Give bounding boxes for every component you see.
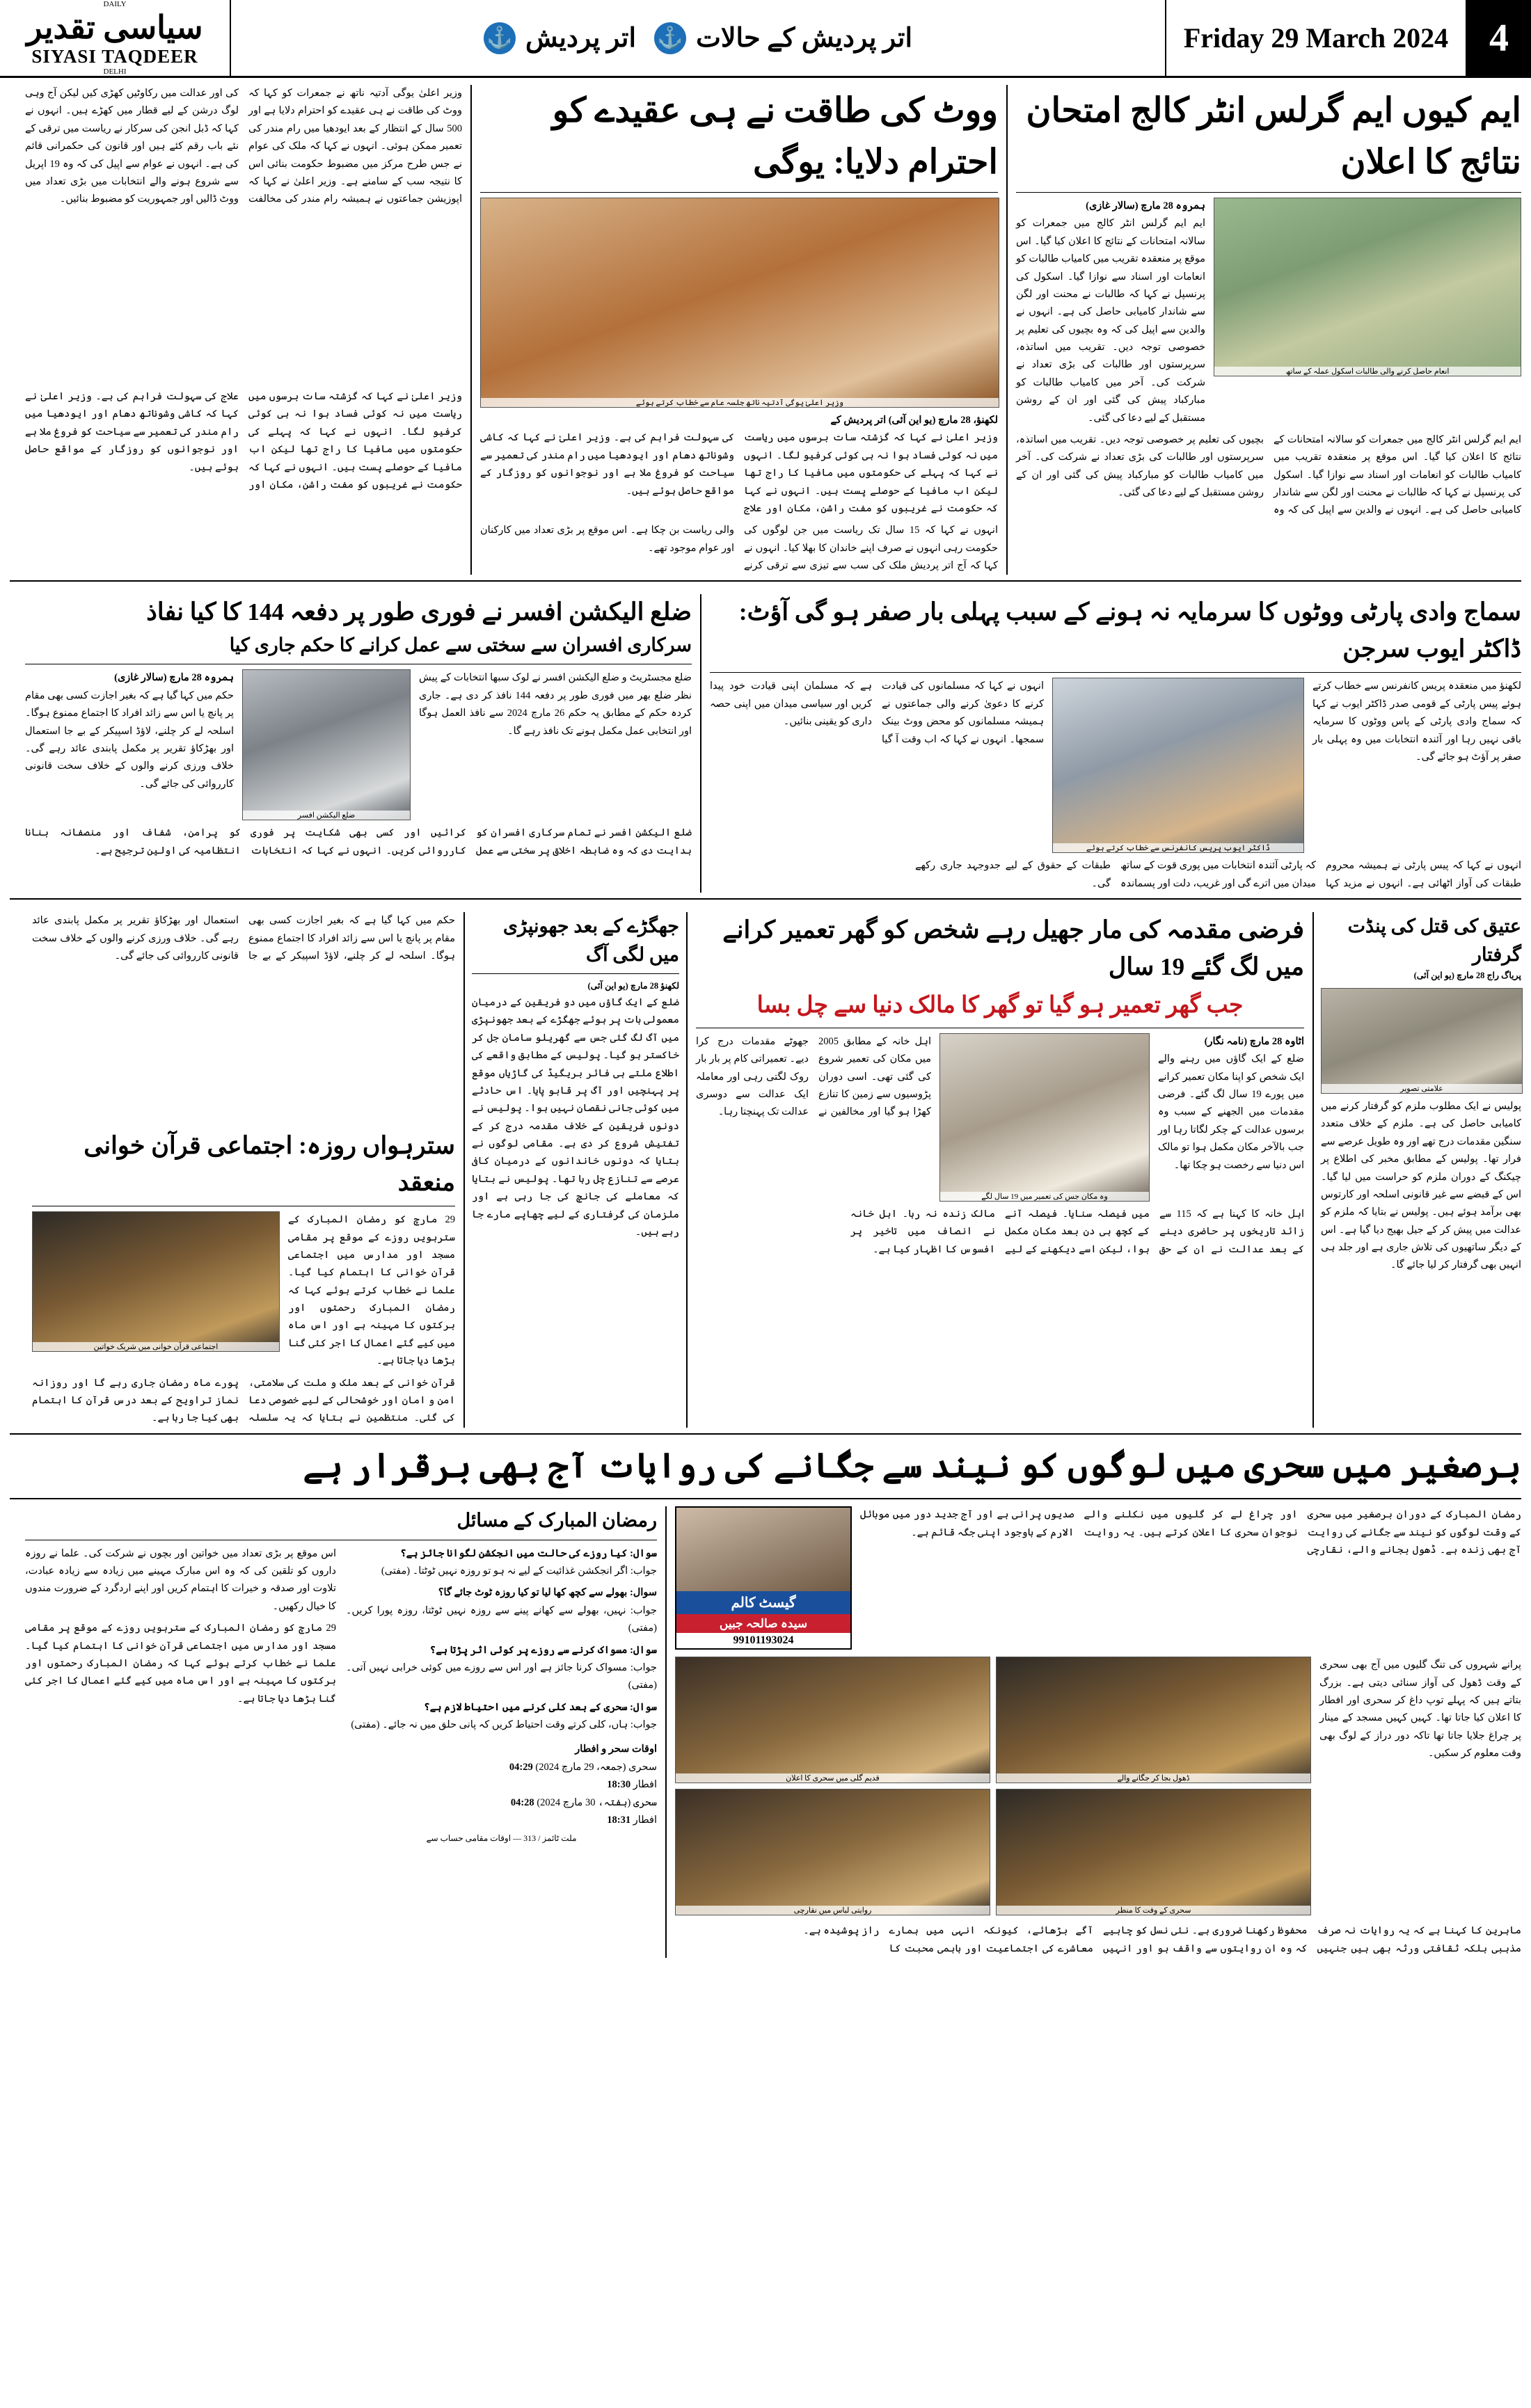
timing-label: افطار [633, 1779, 657, 1791]
guest-column-box [675, 1506, 852, 1650]
arrest-photo [1321, 988, 1523, 1094]
lead-headline: ووٹ کی طاقت نے ہی عقیدے کو احترام دلایا: یوگی [552, 91, 998, 181]
guest-column-phone: 99101193024 [733, 1634, 794, 1647]
arrest-photo-caption: علامتی تصویر [1322, 1084, 1522, 1093]
section144-subheadline: سرکاری افسران سے سختی سے عمل کرانے کا حکم جاری کیا [229, 634, 692, 655]
mqm-text-continued: ایم ایم گرلس انٹر کالج میں جمعرات کو سالانہ امتحانات کے نتائج کا اعلان کیا گیا۔ اس موقع پر منعقدہ تقریب میں کامیاب طالبات کو انعامات اور اسناد سے نوازا گیا۔ اسکول کی پرنسپل نے کہا کہ طالبات نے محنت اور لگن سے شاندار کامیابی حاصل کی ہے۔ انہوں نے والدین سے اپیل کی کہ وہ بچیوں کی تعلیم پر خصوصی توجہ دیں۔ تقریب میں اساتذہ، سرپرستوں اور طالبات کی بڑی تعداد نے شرکت کی۔ آخر میں کامیاب طالبات کو مبارکباد پیش کی گئی اور ان کے روشن مستقبل کے لیے دعا کی گئی۔ [1016, 433, 1521, 516]
column-sehri [665, 1506, 1521, 1958]
masthead-segment-right [484, 22, 636, 54]
fire-headline: جھگڑے کے بعد جھونپڑی میں لگی آگ [502, 916, 679, 965]
section144-text-mid: حکم میں کہا گیا ہے کہ بغیر اجازت کسی بھی مقام پر پانچ یا اس سے زائد افراد کا اجتماع ممنوع ہوگا۔ اسلحہ لے کر چلنے، لاؤڈ اسپیکر کے بے جا استعمال اور بھڑکاؤ تقریر پر مکمل پابندی عائد رہے گی۔ خلاف ورزی کرنے والوں کے خلاف سخت قانونی کارروائی کی جائے گی۔ [25, 689, 234, 790]
timing-row [346, 1776, 657, 1794]
section144-text-left: ضلع الیکشن افسر نے تمام سرکاری افسران کو ہدایت دی کہ وہ ضابطہ اخلاق پر سختی سے عمل کرائیں اور کسی بھی شکایت پر فوری کارروائی کریں۔ انہوں نے کہا کہ انتخابات کو پرامن، شفاف اور منصفانہ بنانا انتظامیہ کی اولین ترجیح ہے۔ [25, 827, 692, 856]
author-photo [676, 1508, 850, 1591]
house-photo-caption: وہ مکان جس کی تعمیر میں 19 سال لگے [940, 1192, 1149, 1201]
column-qa [25, 1506, 665, 1958]
quran-text-right: 29 مارچ کو رمضان المبارک کے سترہویں روزے کے موقع پر مقامی مسجد اور مدارس میں اجتماعی قرآن خوانی کا اہتمام کیا گیا۔ علما نے خطاب کرتے ہوئے کہا کہ رمضان المبارک رحمتوں اور برکتوں کا مہینہ ہے اور اس ماہ میں کیے گئے اعمال کا اجر کئی گنا بڑھا دیا جاتا ہے۔ [288, 1214, 455, 1367]
section144-dateline: ہمروہ 28 مارچ (سالار غازی) [114, 672, 234, 684]
lead-text-right: وزیر اعلیٰ یوگی آدتیہ ناتھ نے جمعرات کو کہا کہ ووٹ کی طاقت نے ہی عقیدے کو احترام دلایا ہے اور 500 سال کے انتظار کے بعد ایودھیا میں رام مندر کی تعمیر ممکن ہوئی۔ انہوں نے کہا کہ ملک کی عوام نے جس طرح مرکز میں مضبوط حکومت بنائی اس کا نتیجہ سب کے سامنے ہے۔ وزیر اعلیٰ نے کہا کہ اپوزیشن جماعتوں نے ہمیشہ رام مندر کی مخالفت کی اور عدالت میں رکاوٹیں کھڑی کیں لیکن آج وہی لوگ درشن کے لیے قطار میں کھڑے ہیں۔ انہوں نے کہا کہ ڈبل انجن کی سرکار نے ریاست میں ترقی کے نئے باب رقم کئے ہیں اور قانون کی حکمرانی قائم کی ہے۔ انہوں نے عوام سے اپیل کی کہ وہ 19 اپریل سے شروع ہونے والے انتخابات میں بڑی تعداد میں ووٹ ڈالیں اور جمہوریت کو مضبوط بنائیں۔ [25, 88, 462, 205]
top-block [0, 78, 1531, 575]
sehri-photo-3-caption: روایتی لباس میں نقارچی [676, 1906, 990, 1915]
globe-icon: ⚓ [484, 22, 516, 54]
qa-question: سوال: سحری کے بعد کلی کرنے میں احتیاط لازم ہے؟ [424, 1701, 657, 1713]
arrest-dateline: پریاگ راج 28 مارچ (یو این آئی) [1413, 971, 1521, 981]
house-text-right: ضلع کے ایک گاؤں میں رہنے والے ایک شخص کو اپنا مکان تعمیر کرانے میں پورے 19 سال لگ گئے۔ فرضی مقدمات میں الجھنے کے سبب وہ برسوں عدالت کے چکر لگاتا رہا اور جب بالآخر مکان مکمل ہوا تو مالک اس دنیا سے رخصت ہو چکا تھا۔ [1158, 1053, 1304, 1171]
mqm-headline: ایم کیوں ایم گرلس انٹر کالج امتحان نتائج کا اعلان [1026, 91, 1521, 181]
ayub-text-right: لکھنؤ میں منعقدہ پریس کانفرنس سے خطاب کرتے ہوئے پیس پارٹی کے قومی صدر ڈاکٹر ایوب نے کہا کہ سماج وادی پارٹی کے پاس ووٹوں کا سرمایہ باقی نہیں رہا اور آئندہ انتخابات میں وہ پہلی بار صفر پر آؤٹ ہو جائے گی۔ [1312, 680, 1521, 763]
timing-row [346, 1759, 657, 1776]
sehri-headline: برصغیر میں سحری میں لوگوں کو نیند سے جگانے کی روایات آج بھی برقرار ہے [303, 1446, 1521, 1485]
ayub-photo-caption: ڈاکٹر ایوب پریس کانفرنس سے خطاب کرتے ہوئے [1053, 843, 1303, 852]
second-block [0, 587, 1531, 893]
mqm-text: ایم ایم گرلس انٹر کالج میں جمعرات کو سالانہ امتحانات کے نتائج کا اعلان کیا گیا۔ اس موقع پر منعقدہ تقریب میں کامیاب طالبات کو انعامات اور اسناد سے نوازا گیا۔ اسکول کی پرنسپل نے کہا کہ طالبات نے محنت اور لگن سے شاندار کامیابی حاصل کی ہے۔ انہوں نے والدین سے اپیل کی کہ وہ بچیوں کی تعلیم پر خصوصی توجہ دیں۔ تقریب میں اساتذہ، سرپرستوں اور طالبات کی بڑی تعداد نے شرکت کی۔ آخر میں کامیاب طالبات کو مبارکباد پیش کی گئی اور ان کے روشن مستقبل کے لیے دعا کی گئی۔ [1016, 218, 1205, 424]
lead-text-right-2: وزیر اعلیٰ نے کہا کہ گزشتہ سات برسوں میں ریاست میں نہ کوئی فساد ہوا نہ ہی کوئی کرفیو لگا۔ انہوں نے کہا کہ پہلے کی حکومتوں میں مافیا کا راج تھا لیکن اب مافیا کے حوصلے پست ہیں۔ انہوں نے کہا کہ حکومت نے غریبوں کو مفت راشن، مکان اور علاج کی سہولت فراہم کی ہے۔ وزیر اعلیٰ نے کہا کہ کاشی وشوناتھ دھام اور ایودھیا میں رام مندر کی تعمیر سے سیاحت کو فروغ ملا ہے اور نوجوانوں کو روزگار کے مواقع حاصل ہوئے ہیں۔ [25, 391, 462, 491]
qa-item [346, 1699, 657, 1735]
quran-text-left-2: 29 مارچ کو رمضان المبارک کے سترہویں روزے کے موقع پر مقامی مسجد اور مدارس میں اجتماعی قرآن خوانی کا اہتمام کیا گیا۔ علما نے خطاب کرتے ہوئے کہا کہ رمضان المبارک رحمتوں اور برکتوں کا مہینہ ہے اور اس ماہ میں کیے گئے اعمال کا اجر کئی گنا بڑھا دیا جاتا ہے۔ [25, 1622, 336, 1705]
qa-item [346, 1584, 657, 1637]
mqm-photo [1214, 198, 1521, 376]
column-quran [32, 912, 463, 1428]
quran-text-mid: قرآن خوانی کے بعد ملک و ملت کی سلامتی، امن و امان اور خوشحالی کے لیے خصوصی دعا کی گئی۔ منتظمین نے بتایا کہ یہ سلسلہ پورے ماہ رمضان جاری رہے گا اور روزانہ نماز تراویح کے بعد درس قرآن کا اہتمام بھی کیا جا رہا ہے۔ [32, 1377, 455, 1424]
quran-photo-caption: اجتماعی قرآن خوانی میں شریک خواتین [33, 1342, 279, 1351]
masthead-center-left-text: اتر پردیش کے حالات [696, 24, 913, 53]
column-mqm [1006, 85, 1521, 575]
masthead-tagline: DAILY [103, 0, 127, 8]
column-lead-continued [25, 85, 470, 575]
qa-note: ملت ٹائمز / 313 — اوقات مقامی حساب سے [426, 1833, 577, 1844]
house-subheadline: جب گھر تعمیر ہو گیا تو گھر کا مالک دنیا سے چل بسا [756, 993, 1244, 1019]
timing-label: سحری (جمعہ، 29 مارچ 2024) [535, 1761, 657, 1773]
quran-text-left: اس موقع پر بڑی تعداد میں خواتین اور بچوں نے شرکت کی۔ علما نے روزہ داروں کو تلقین کی کہ وہ اس مبارک مہینے میں زیادہ سے زیادہ عبادت، تلاوت اور صدقہ و خیرات کا اہتمام کریں اور اپنے اردگرد کے ضرورت مندوں کا خیال رکھیں۔ [25, 1547, 336, 1612]
qa-answer: جواب: نہیں، بھولے سے کھانے پینے سے روزہ نہیں ٹوٹتا، روزہ پورا کریں۔ (مفتی) [346, 1604, 657, 1634]
sehri-photo-1-caption: قدیم گلی میں سحری کا اعلان [676, 1773, 990, 1783]
timing-value: 18:30 [607, 1779, 631, 1791]
masthead-urdu-name: سیاسی تقدیر [26, 10, 203, 45]
qa-answer: جواب: مسواک کرنا جائز ہے اور اس سے روزے میں کوئی خرابی نہیں آتی۔ (مفتی) [346, 1661, 657, 1691]
qa-question: سوال: بھولے سے کچھ کھا لیا تو کیا روزہ ٹوٹ جائے گا؟ [438, 1587, 657, 1599]
ayub-text-mid: انہوں نے کہا کہ مسلمانوں کی قیادت کرنے کا دعویٰ کرنے والی جماعتوں نے ہمیشہ مسلمانوں کو محض ووٹ بینک سمجھا۔ انہوں نے کہا کہ اب وقت آ گیا ہے کہ مسلمان اپنی قیادت خود پیدا کریں اور سیاسی میدان میں اپنی حصہ داری کو یقینی بنائیں۔ [710, 680, 1044, 745]
lead-dateline: لکھنؤ، 28 مارچ (یو این آئی) اتر پردیش کے [830, 415, 998, 426]
mqm-dateline: ہمروہ 28 مارچ (سالار غازی) [1086, 200, 1205, 212]
house-text-left: اہل خانہ کا کہنا ہے کہ 115 سے زائد تاریخوں پر حاضری دینے کے بعد عدالت نے ان کے حق میں فیصلہ سنایا۔ فیصلہ آنے کے کچھ ہی دن بعد مکان مکمل ہوا، لیکن اسے دیکھنے کے لیے مالک زندہ نہ رہا۔ اہل خانہ نے انصاف میں تاخیر پر افسوس کا اظہار کیا ہے۔ [850, 1208, 1305, 1255]
ayub-photo [1052, 678, 1304, 853]
qa-item [346, 1642, 657, 1695]
third-block [0, 905, 1531, 1428]
sehri-photo-2-caption: ڈھول بجا کر جگانے والے [997, 1773, 1310, 1783]
sehri-photo-4 [996, 1789, 1311, 1915]
guest-column-label: گیسٹ کالم [676, 1591, 850, 1614]
column-house [686, 912, 1312, 1428]
house-text-mid: اہل خانہ کے مطابق 2005 میں مکان کی تعمیر شروع کی گئی تھی۔ اسی دوران پڑوسیوں سے زمین کا تنازع کھڑا ہو گیا اور مخالفین نے جھوٹے مقدمات درج کرا دیے۔ تعمیراتی کام پر بار بار روک لگتی رہی اور معاملہ ایک عدالت سے دوسری عدالت تک پہنچتا رہا۔ [696, 1035, 931, 1118]
timing-row [346, 1812, 657, 1829]
sehri-text-mid: پرانے شہروں کی تنگ گلیوں میں آج بھی سحری کے وقت ڈھول کی آواز سنائی دیتی ہے۔ بزرگ بتاتے ہیں کہ پہلے توپ داغ کر سحری اور افطار کا اعلان کیا جاتا تھا۔ کہیں کہیں مسجد کے مینار پر چراغ جلایا جاتا تھا تاکہ دور دراز کے لوگ بھی وقت معلوم کر سکیں۔ [1319, 1659, 1521, 1759]
bottom-block [0, 1440, 1531, 1958]
page-number-badge: 4 [1467, 0, 1531, 76]
timing-label: سحری (ہفتہ، 30 مارچ 2024) [537, 1796, 657, 1808]
globe-icon-2: ⚓ [654, 22, 686, 54]
timing-value: 18:31 [607, 1814, 631, 1826]
section144-overflow: حکم میں کہا گیا ہے کہ بغیر اجازت کسی بھی مقام پر پانچ یا اس سے زائد افراد کا اجتماع ممنوع ہوگا۔ اسلحہ لے کر چلنے، لاؤڈ اسپیکر کے بے جا استعمال اور بھڑکاؤ تقریر پر مکمل پابندی عائد رہے گی۔ خلاف ورزی کرنے والوں کے خلاف سخت قانونی کارروائی کی جائے گی۔ [32, 915, 455, 962]
timing-row [346, 1794, 657, 1812]
quran-headline: سترہواں روزہ: اجتماعی قرآن خوانی منعقد [84, 1132, 455, 1196]
lead-text-left: انہوں نے کہا کہ 15 سال تک ریاست میں جن لوگوں کی حکومت رہی انہوں نے صرف اپنے خاندان کا بھلا کیا۔ انہوں نے کہا کہ آج اتر پردیش ملک کی سب سے تیزی سے ترقی کرنے والی ریاست بن چکا ہے۔ اس موقع پر بڑی تعداد میں کارکنان اور عوام موجود تھے۔ [480, 525, 998, 571]
qa-timings-title: اوقات سحر و افطار [575, 1744, 657, 1755]
ayub-text-left: انہوں نے کہا کہ پیس پارٹی نے ہمیشہ محروم طبقات کی آواز اٹھائی ہے۔ انہوں نے مزید کہا کہ پارٹی آئندہ انتخابات میں پوری قوت کے ساتھ میدان میں اترے گی اور غریب، دلت اور پسماندہ طبقات کے حقوق کے لیے جدوجہد جاری رکھے گی۔ [915, 860, 1521, 889]
sehri-photo-2 [996, 1657, 1311, 1783]
timing-value: 04:28 [510, 1796, 534, 1808]
column-lead [470, 85, 1006, 575]
timing-label: افطار [633, 1814, 657, 1826]
quran-photo [32, 1211, 280, 1352]
section144-photo [242, 669, 411, 820]
arrest-text: پولیس نے ایک مطلوب ملزم کو گرفتار کرنے میں کامیابی حاصل کی ہے۔ ملزم کے خلاف متعدد سنگین مقدمات درج تھے اور وہ طویل عرصے سے فرار تھا۔ پولیس کے مطابق مخبر کی اطلاع پر چیکنگ کے دوران ملزم کو حراست میں لیا گیا۔ اس کے قبضے سے غیر قانونی اسلحہ اور کارتوس بھی برآمد ہوئے ہیں۔ پولیس نے بتایا کہ ملزم کو عدالت میں پیش کر کے جیل بھیج دیا گیا ہے۔ اس کے دیگر ساتھیوں کی تلاش جاری ہے اور جلد ہی انہیں بھی گرفتار کر لیا جائے گا۔ [1321, 1101, 1521, 1271]
column-fire [463, 912, 686, 1428]
lead-photo [480, 198, 999, 408]
section144-text-right: ضلع مجسٹریٹ و ضلع الیکشن افسر نے لوک سبھا انتخابات کے پیش نظر ضلع بھر میں فوری طور پر دفعہ 144 نافذ کر دی ہے۔ جاری کردہ حکم کے مطابق یہ حکم 26 مارچ 2024 سے نافذ العمل ہوگا اور انتخابی عمل مکمل ہونے تک نافذ رہے گا۔ [419, 672, 692, 737]
sehri-photo-3 [675, 1789, 990, 1915]
mqm-photo-caption: انعام حاصل کرنے والی طالبات اسکول عملہ کے ساتھ [1214, 367, 1521, 376]
sehri-photo-1 [675, 1657, 990, 1783]
section144-photo-caption: ضلع الیکشن افسر [243, 811, 410, 820]
qa-question: سوال: کیا روزے کی حالت میں انجکشن لگوانا جائز ہے؟ [400, 1547, 657, 1559]
ayub-headline: سماج وادی پارٹی ووٹوں کا سرمایہ نہ ہونے کے سبب پہلی بار صفر ہو گی آؤٹ: ڈاکٹر ایوب سرجن [738, 598, 1521, 662]
masthead-center [231, 0, 1166, 76]
sehri-text-right: رمضان المبارک کے دوران برصغیر میں سحری کے وقت لوگوں کو نیند سے جگانے کی روایت آج بھی زندہ ہے۔ ڈھول بجانے والے، نقارچی اور چراغ لے کر گلیوں میں نکلنے والے نوجوان سحری کا اعلان کرتے ہیں۔ یہ روایت صدیوں پرانی ہے اور آج جدید دور میں موبائل الارم کے باوجود اپنی جگہ قائم ہے۔ [860, 1509, 1521, 1556]
arrest-headline: عتیق کی قتل کی پنڈت گرفتار [1347, 916, 1521, 965]
house-dateline: اٹاوہ 28 مارچ (نامہ نگار) [1204, 1035, 1304, 1047]
masthead-segment-left [654, 22, 912, 54]
column-arrest [1312, 912, 1521, 1428]
sehri-photo-4-caption: سحری کے وقت کا منظر [997, 1906, 1310, 1915]
house-photo [939, 1033, 1150, 1202]
qa-answer: جواب: ہاں، کلی کرتے وقت احتیاط کریں کہ پانی حلق میں نہ جائے۔ (مفتی) [351, 1719, 657, 1730]
masthead [0, 0, 1531, 78]
masthead-logo [0, 0, 231, 76]
column-ayub [700, 594, 1521, 893]
column-section144 [25, 594, 700, 893]
masthead-english-name: SIYASI TAQDEER [31, 46, 198, 67]
fire-dateline: لکھنؤ 28 مارچ (یو این آئی) [587, 981, 679, 991]
lead-text-center: وزیر اعلیٰ نے کہا کہ گزشتہ سات برسوں میں ریاست میں نہ کوئی فساد ہوا نہ ہی کوئی کرفیو لگا۔ انہوں نے کہا کہ پہلے کی حکومتوں میں مافیا کا راج تھا لیکن اب مافیا کے حوصلے پست ہیں۔ انہوں نے کہا کہ حکومت نے غریبوں کو مفت راشن، مکان اور علاج کی سہولت فراہم کی ہے۔ وزیر اعلیٰ نے کہا کہ کاشی وشوناتھ دھام اور ایودھیا میں رام مندر کی تعمیر سے سیاحت کو فروغ ملا ہے اور نوجوانوں کو روزگار کے مواقع حاصل ہوئے ہیں۔ [480, 432, 998, 514]
sehri-text-left: ماہرین کا کہنا ہے کہ یہ روایات نہ صرف مذہبی بلکہ ثقافتی ورثہ بھی ہیں جنہیں محفوظ رکھنا ضروری ہے۔ نئی نسل کو چاہیے کہ وہ ان روایتوں سے واقف ہو اور انہیں آگے بڑھائے، کیونکہ انہی میں ہمارے معاشرے کی اجتماعیت اور باہمی محبت کا راز پوشیدہ ہے۔ [803, 1925, 1521, 1954]
qa-item [346, 1545, 657, 1581]
qa-answer: جواب: اگر انجکشن غذائیت کے لیے نہ ہو تو روزہ نہیں ٹوٹتا۔ (مفتی) [381, 1565, 657, 1577]
masthead-date: Friday 29 March 2024 [1166, 0, 1467, 76]
lead-photo-caption: وزیر اعلیٰ یوگی آدتیہ ناتھ جلسہ عام سے خطاب کرتے ہوئے [481, 398, 999, 407]
masthead-city: DELHI [103, 67, 127, 76]
house-headline: فرضی مقدمہ کی مار جھیل رہے شخص کو گھر تعمیر کرانے میں لگ گئے 19 سال [722, 916, 1304, 980]
section144-headline: ضلع الیکشن افسر نے فوری طور پر دفعہ 144 کا کیا نفاذ [146, 598, 692, 626]
guest-column-author: سیدہ صالحہ جبیں [676, 1614, 850, 1633]
qa-headline: رمضان المبارک کے مسائل [457, 1510, 657, 1531]
masthead-center-right-text: اتر پردیش [525, 24, 637, 53]
qa-question: سوال: مسواک کرنے سے روزے پر کوئی اثر پڑتا ہے؟ [429, 1644, 657, 1656]
fire-text: ضلع کے ایک گاؤں میں دو فریقین کے درمیان معمولی بات پر ہوئے جھگڑے کے بعد جھونپڑی میں آگ لگ گئی جس سے گھریلو سامان جل کر خاکستر ہو گیا۔ پولیس کے مطابق واقعے کی اطلاع ملتے ہی فائر بریگیڈ کی گاڑیاں موقع پر پہنچیں اور آگ پر قابو پایا۔ اس حادثے میں کوئی جانی نقصان نہیں ہوا۔ پولیس نے دونوں فریقین کے خلاف مقدمہ درج کر کے تفتیش شروع کر دی ہے۔ مقامی لوگوں نے بتایا کہ دونوں خاندانوں کے درمیان کافی عرصے سے تنازع چل رہا تھا۔ پولیس نے بتایا کہ معاملے کی جانچ کی جا رہی ہے اور ملزمان کی گرفتاری کے لیے چھاپے مارے جا رہے ہیں۔ [472, 997, 679, 1238]
timing-value: 04:29 [509, 1761, 533, 1773]
